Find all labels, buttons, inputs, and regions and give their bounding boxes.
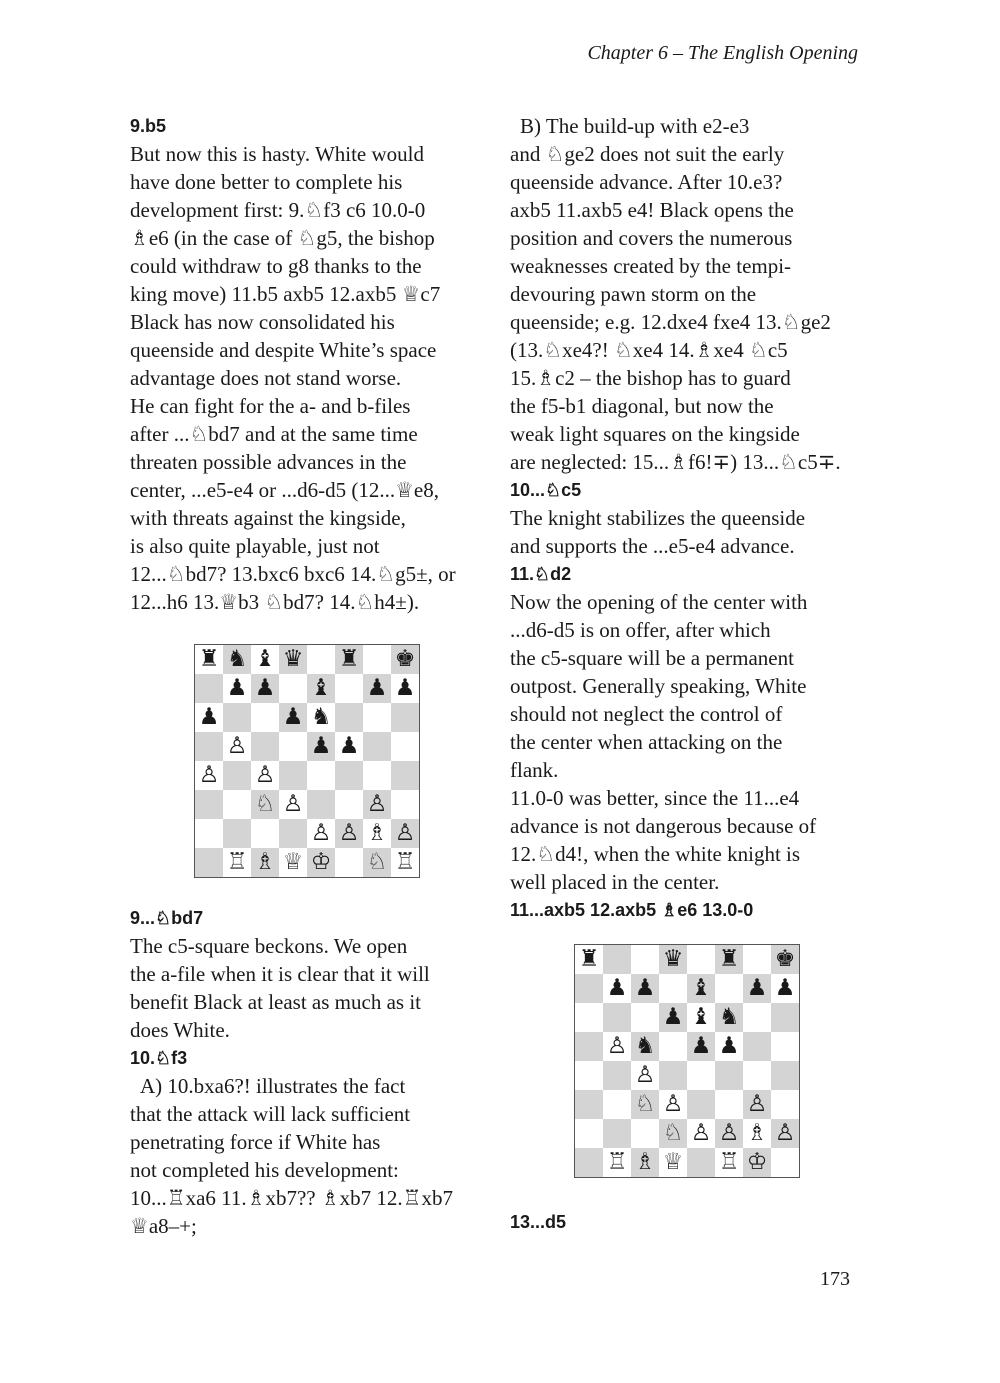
square-a7 <box>575 974 603 1003</box>
black-knight-icon: ♞ <box>715 1003 743 1032</box>
square-h6 <box>391 703 419 732</box>
white-pawn-icon: ♙ <box>279 790 307 819</box>
black-pawn-icon: ♟ <box>603 974 631 1003</box>
square-c6 <box>631 1003 659 1032</box>
square-c2 <box>631 1119 659 1148</box>
white-bishop-icon: ♗ <box>743 1119 771 1148</box>
white-knight-icon: ♘ <box>659 1119 687 1148</box>
square-d7 <box>659 974 687 1003</box>
white-pawn-icon: ♙ <box>771 1119 799 1148</box>
square-b2 <box>603 1119 631 1148</box>
white-knight-icon: ♘ <box>631 1090 659 1119</box>
black-pawn-icon: ♟ <box>659 1003 687 1032</box>
black-knight-icon: ♞ <box>307 703 335 732</box>
black-pawn-icon: ♟ <box>715 1032 743 1061</box>
square-b4 <box>223 761 251 790</box>
black-bishop-icon: ♝ <box>307 674 335 703</box>
paragraph-c5-square: The c5-square beckons. We open the a-file when it is clear that it will benefit Black at least as much as it does White. <box>130 934 430 1042</box>
square-h5 <box>391 732 419 761</box>
square-f4 <box>715 1061 743 1090</box>
square-h3 <box>391 790 419 819</box>
square-d5 <box>279 732 307 761</box>
right-column <box>510 112 870 1236</box>
square-d7 <box>279 674 307 703</box>
black-bishop-icon: ♝ <box>687 974 715 1003</box>
black-pawn-icon: ♟ <box>743 974 771 1003</box>
square-a2 <box>575 1119 603 1148</box>
paragraph-variation-b: B) The build-up with e2-e3 and ♘ge2 does not suit the early queenside advance. After 10.e3? axb5 11.axb5 e4! Black opens the position and covers the numerous weaknesses created by the tempi- devouring pawn storm on the queenside; e.g. 12.dxe4 fxe4 13.♘ge2 (13.♘xe4?! ♘xe4 14.♗xe4 ♘c5 15.♗c2 – the bishop has to guard the f5-b1 diagonal, but now the weak light squares on the kingside are neglected: 15...♗f6!∓) 13...♘c5∓. <box>510 114 841 474</box>
square-h3 <box>771 1090 799 1119</box>
black-pawn-icon: ♟ <box>363 674 391 703</box>
square-d2 <box>279 819 307 848</box>
square-f3 <box>335 790 363 819</box>
square-a7 <box>195 674 223 703</box>
chess-diagram-2 <box>574 944 800 1178</box>
square-a1 <box>195 848 223 877</box>
white-rook-icon: ♖ <box>223 848 251 877</box>
square-f6 <box>335 703 363 732</box>
black-pawn-icon: ♟ <box>279 703 307 732</box>
square-c5 <box>251 732 279 761</box>
square-g5 <box>363 732 391 761</box>
square-a4 <box>575 1061 603 1090</box>
white-pawn-icon: ♙ <box>251 761 279 790</box>
black-knight-icon: ♞ <box>223 645 251 674</box>
square-g8 <box>363 645 391 674</box>
square-b3 <box>603 1090 631 1119</box>
white-pawn-icon: ♙ <box>659 1090 687 1119</box>
black-queen-icon: ♛ <box>659 945 687 974</box>
move-heading-9-nbd7: 9...♘bd7 <box>130 908 204 928</box>
black-pawn-icon: ♟ <box>335 732 363 761</box>
white-bishop-icon: ♗ <box>251 848 279 877</box>
white-pawn-icon: ♙ <box>743 1090 771 1119</box>
black-pawn-icon: ♟ <box>251 674 279 703</box>
white-king-icon: ♔ <box>307 848 335 877</box>
black-pawn-icon: ♟ <box>391 674 419 703</box>
white-queen-icon: ♕ <box>659 1148 687 1177</box>
square-g4 <box>363 761 391 790</box>
square-b2 <box>223 819 251 848</box>
square-h5 <box>771 1032 799 1061</box>
square-b3 <box>223 790 251 819</box>
white-pawn-icon: ♙ <box>335 819 363 848</box>
chess-diagram-1 <box>194 644 420 878</box>
square-c8 <box>631 945 659 974</box>
square-e3 <box>307 790 335 819</box>
square-f3 <box>715 1090 743 1119</box>
square-d4 <box>279 761 307 790</box>
move-heading-11nd2: 11.♘d2 <box>510 564 572 584</box>
paragraph-9b5-commentary: But now this is hasty. White would have done better to complete his development first: 9.♘f3 c6 10.0-0 ♗e6 (in the case of ♘g5, the bishop could withdraw to g8 thanks to the king move) 11.b5 axb5 12.axb5 ♕c7 Black has now consolidated his queenside and despite White’s space advantage does not stand worse. He can fight for the a- and b-files after ...♘bd7 and at the same time threaten possible advances in the center, ...e5-e4 or ...d6-d5 (12...♕e8, with threats against the kingside, is also quite playable, just not 12...♘bd7? 13.bxc6 bxc6 14.♘g5±, or 12...h6 13.♕b3 ♘bd7? 14.♘h4±). <box>130 142 456 614</box>
white-pawn-icon: ♙ <box>363 790 391 819</box>
square-e4 <box>307 761 335 790</box>
white-pawn-icon: ♙ <box>307 819 335 848</box>
black-bishop-icon: ♝ <box>687 1003 715 1032</box>
move-heading-10nf3: 10.♘f3 <box>130 1048 188 1068</box>
black-rook-icon: ♜ <box>575 945 603 974</box>
left-column <box>130 112 490 1240</box>
square-e8 <box>307 645 335 674</box>
square-c2 <box>251 819 279 848</box>
square-c6 <box>251 703 279 732</box>
move-heading-9b5: 9.b5 <box>130 116 167 136</box>
paragraph-opening-center: Now the opening of the center with ...d6-d5 is on offer, after which the c5-square will be a permanent outpost. Generally speaking, White should not neglect the control of the center when attacking on the flank. 11.0-0 was better, since the 11...e4 advance is not dangerous because of 12.♘d4!, when the white knight is well placed in the center. <box>510 590 817 894</box>
square-g8 <box>743 945 771 974</box>
black-bishop-icon: ♝ <box>251 645 279 674</box>
square-a1 <box>575 1148 603 1177</box>
white-rook-icon: ♖ <box>715 1148 743 1177</box>
move-heading-11-axb5: 11...axb5 12.axb5 ♗e6 13.0-0 <box>510 900 754 920</box>
black-queen-icon: ♛ <box>279 645 307 674</box>
square-h4 <box>771 1061 799 1090</box>
black-rook-icon: ♜ <box>715 945 743 974</box>
square-b4 <box>603 1061 631 1090</box>
white-bishop-icon: ♗ <box>631 1148 659 1177</box>
white-bishop-icon: ♗ <box>363 819 391 848</box>
square-b8 <box>603 945 631 974</box>
square-f4 <box>335 761 363 790</box>
square-f7 <box>335 674 363 703</box>
move-heading-13-d5: 13...d5 <box>510 1212 567 1232</box>
black-pawn-icon: ♟ <box>195 703 223 732</box>
square-b6 <box>603 1003 631 1032</box>
square-a5 <box>195 732 223 761</box>
black-pawn-icon: ♟ <box>687 1032 715 1061</box>
square-e1 <box>687 1148 715 1177</box>
square-b6 <box>223 703 251 732</box>
square-d5 <box>659 1032 687 1061</box>
square-a3 <box>575 1090 603 1119</box>
move-heading-10-nc5: 10...♘c5 <box>510 480 582 500</box>
black-pawn-icon: ♟ <box>631 974 659 1003</box>
black-pawn-icon: ♟ <box>223 674 251 703</box>
square-f1 <box>335 848 363 877</box>
square-g5 <box>743 1032 771 1061</box>
square-e8 <box>687 945 715 974</box>
white-pawn-icon: ♙ <box>715 1119 743 1148</box>
black-king-icon: ♚ <box>771 945 799 974</box>
square-h1 <box>771 1148 799 1177</box>
paragraph-variation-a: A) 10.bxa6?! illustrates the fact that the attack will lack sufficient penetrating force if White has not completed his development: 10...♖xa6 11.♗xb7?? ♗xb7 12.♖xb7 ♕a8–+; <box>130 1074 453 1238</box>
black-pawn-icon: ♟ <box>771 974 799 1003</box>
square-f7 <box>715 974 743 1003</box>
square-a5 <box>575 1032 603 1061</box>
white-pawn-icon: ♙ <box>223 732 251 761</box>
black-knight-icon: ♞ <box>631 1032 659 1061</box>
square-a3 <box>195 790 223 819</box>
white-knight-icon: ♘ <box>363 848 391 877</box>
white-pawn-icon: ♙ <box>631 1061 659 1090</box>
black-rook-icon: ♜ <box>195 645 223 674</box>
square-g6 <box>363 703 391 732</box>
square-a6 <box>575 1003 603 1032</box>
page-number: 173 <box>820 1268 850 1290</box>
white-rook-icon: ♖ <box>603 1148 631 1177</box>
square-g6 <box>743 1003 771 1032</box>
black-pawn-icon: ♟ <box>307 732 335 761</box>
square-d4 <box>659 1061 687 1090</box>
white-pawn-icon: ♙ <box>195 761 223 790</box>
black-rook-icon: ♜ <box>335 645 363 674</box>
white-queen-icon: ♕ <box>279 848 307 877</box>
square-h6 <box>771 1003 799 1032</box>
square-e3 <box>687 1090 715 1119</box>
white-king-icon: ♔ <box>743 1148 771 1177</box>
square-h4 <box>391 761 419 790</box>
running-head: Chapter 6 – The English Opening <box>587 42 858 64</box>
white-knight-icon: ♘ <box>251 790 279 819</box>
square-e4 <box>687 1061 715 1090</box>
black-king-icon: ♚ <box>391 645 419 674</box>
white-pawn-icon: ♙ <box>687 1119 715 1148</box>
paragraph-knight-stabilizes: The knight stabilizes the queenside and supports the ...e5-e4 advance. <box>510 506 806 558</box>
square-g4 <box>743 1061 771 1090</box>
square-a2 <box>195 819 223 848</box>
white-pawn-icon: ♙ <box>391 819 419 848</box>
white-pawn-icon: ♙ <box>603 1032 631 1061</box>
white-rook-icon: ♖ <box>391 848 419 877</box>
